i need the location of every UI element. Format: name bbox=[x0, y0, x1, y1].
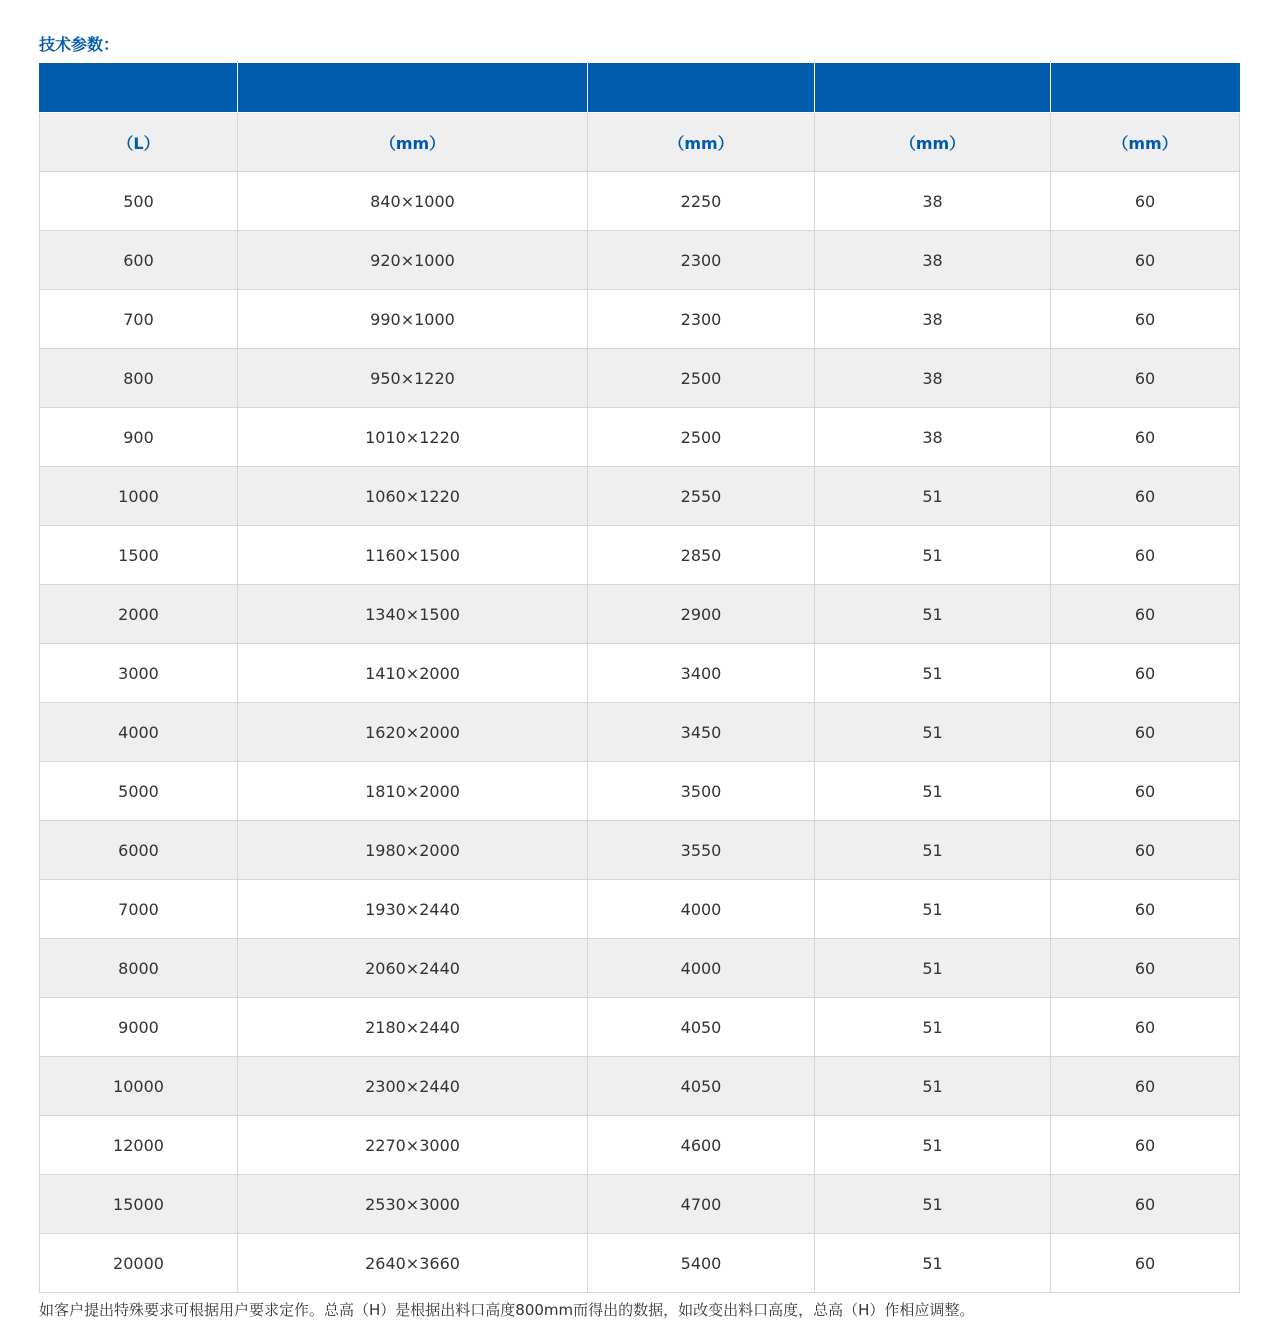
table-cell: 60 bbox=[1051, 880, 1240, 939]
footnote: 如客户提出特殊要求可根据用户要求定作。总高（H）是根据出料口高度800mm而得出的数据，如改变出料口高度，总高（H）作相应调整。 bbox=[39, 1301, 975, 1319]
table-cell: 950×1220 bbox=[238, 349, 588, 408]
table-cell: 60 bbox=[1051, 290, 1240, 349]
table-cell: 51 bbox=[815, 467, 1051, 526]
table-cell: 51 bbox=[815, 644, 1051, 703]
unit-cell: （mm） bbox=[815, 113, 1051, 172]
table-cell: 2550 bbox=[588, 467, 815, 526]
table-cell: 60 bbox=[1051, 821, 1240, 880]
table-cell: 60 bbox=[1051, 762, 1240, 821]
table-row bbox=[40, 467, 1240, 526]
table-cell: 1500 bbox=[40, 526, 238, 585]
table-cell: 2270×3000 bbox=[238, 1116, 588, 1175]
table-row bbox=[40, 1116, 1240, 1175]
table-cell: 60 bbox=[1051, 998, 1240, 1057]
header-cell bbox=[815, 64, 1051, 113]
table-cell: 51 bbox=[815, 703, 1051, 762]
table-cell: 38 bbox=[815, 290, 1051, 349]
table-row bbox=[40, 290, 1240, 349]
table-cell: 51 bbox=[815, 821, 1051, 880]
table-cell: 38 bbox=[815, 172, 1051, 231]
table-cell: 3000 bbox=[40, 644, 238, 703]
table-cell: 60 bbox=[1051, 408, 1240, 467]
table-row bbox=[40, 939, 1240, 998]
table-cell: 4000 bbox=[40, 703, 238, 762]
section-title: 技术参数： bbox=[39, 35, 120, 54]
table-cell: 8000 bbox=[40, 939, 238, 998]
table-cell: 60 bbox=[1051, 349, 1240, 408]
table-cell: 1620×2000 bbox=[238, 703, 588, 762]
header-cell bbox=[1051, 64, 1240, 113]
table-row bbox=[40, 703, 1240, 762]
spec-table bbox=[39, 63, 1240, 1293]
table-cell: 60 bbox=[1051, 1175, 1240, 1234]
table-cell: 9000 bbox=[40, 998, 238, 1057]
table-cell: 2300×2440 bbox=[238, 1057, 588, 1116]
table-cell: 3450 bbox=[588, 703, 815, 762]
table-cell: 51 bbox=[815, 998, 1051, 1057]
table-cell: 51 bbox=[815, 939, 1051, 998]
table-row bbox=[40, 821, 1240, 880]
table-cell: 7000 bbox=[40, 880, 238, 939]
table-cell: 5000 bbox=[40, 762, 238, 821]
table-cell: 1340×1500 bbox=[238, 585, 588, 644]
table-cell: 2180×2440 bbox=[238, 998, 588, 1057]
table-cell: 4000 bbox=[588, 939, 815, 998]
table-cell: 60 bbox=[1051, 172, 1240, 231]
table-cell: 920×1000 bbox=[238, 231, 588, 290]
table-cell: 500 bbox=[40, 172, 238, 231]
table-cell: 60 bbox=[1051, 467, 1240, 526]
header-cell bbox=[40, 64, 238, 113]
table-cell: 51 bbox=[815, 1057, 1051, 1116]
table-row bbox=[40, 231, 1240, 290]
table-cell: 4050 bbox=[588, 1057, 815, 1116]
table-cell: 1980×2000 bbox=[238, 821, 588, 880]
table-cell: 51 bbox=[815, 585, 1051, 644]
table-cell: 3400 bbox=[588, 644, 815, 703]
table-row bbox=[40, 172, 1240, 231]
table-cell: 4700 bbox=[588, 1175, 815, 1234]
table-cell: 5400 bbox=[588, 1234, 815, 1293]
table-row bbox=[40, 349, 1240, 408]
table-row bbox=[40, 998, 1240, 1057]
table-cell: 700 bbox=[40, 290, 238, 349]
table-cell: 60 bbox=[1051, 1234, 1240, 1293]
table-cell: 38 bbox=[815, 231, 1051, 290]
table-cell: 51 bbox=[815, 762, 1051, 821]
table-cell: 60 bbox=[1051, 585, 1240, 644]
table-cell: 800 bbox=[40, 349, 238, 408]
table-cell: 1060×1220 bbox=[238, 467, 588, 526]
table-cell: 6000 bbox=[40, 821, 238, 880]
table-cell: 10000 bbox=[40, 1057, 238, 1116]
table-row bbox=[40, 585, 1240, 644]
table-cell: 3550 bbox=[588, 821, 815, 880]
table-cell: 1410×2000 bbox=[238, 644, 588, 703]
table-cell: 2000 bbox=[40, 585, 238, 644]
table-cell: 2500 bbox=[588, 408, 815, 467]
table-cell: 15000 bbox=[40, 1175, 238, 1234]
table-cell: 840×1000 bbox=[238, 172, 588, 231]
table-row bbox=[40, 880, 1240, 939]
table-row bbox=[40, 408, 1240, 467]
table-cell: 12000 bbox=[40, 1116, 238, 1175]
unit-cell: （mm） bbox=[1051, 113, 1240, 172]
table-row bbox=[40, 1234, 1240, 1293]
table-row bbox=[40, 1175, 1240, 1234]
table-cell: 1000 bbox=[40, 467, 238, 526]
unit-cell: （mm） bbox=[588, 113, 815, 172]
table-cell: 38 bbox=[815, 349, 1051, 408]
table-cell: 600 bbox=[40, 231, 238, 290]
table-cell: 2300 bbox=[588, 231, 815, 290]
table-cell: 51 bbox=[815, 1175, 1051, 1234]
table-cell: 2640×3660 bbox=[238, 1234, 588, 1293]
table-cell: 900 bbox=[40, 408, 238, 467]
table-cell: 4050 bbox=[588, 998, 815, 1057]
table-cell: 60 bbox=[1051, 644, 1240, 703]
table-cell: 60 bbox=[1051, 1057, 1240, 1116]
table-cell: 990×1000 bbox=[238, 290, 588, 349]
table-cell: 2060×2440 bbox=[238, 939, 588, 998]
table-cell: 4600 bbox=[588, 1116, 815, 1175]
table-cell: 1010×1220 bbox=[238, 408, 588, 467]
unit-cell: （mm） bbox=[238, 113, 588, 172]
table-cell: 1160×1500 bbox=[238, 526, 588, 585]
table-row bbox=[40, 644, 1240, 703]
unit-cell-volume: （L） bbox=[40, 113, 238, 172]
table-cell: 51 bbox=[815, 1234, 1051, 1293]
table-cell: 2900 bbox=[588, 585, 815, 644]
table-cell: 51 bbox=[815, 880, 1051, 939]
table-cell: 51 bbox=[815, 1116, 1051, 1175]
table-row bbox=[40, 762, 1240, 821]
table-cell: 38 bbox=[815, 408, 1051, 467]
header-cell bbox=[238, 64, 588, 113]
table-cell: 2850 bbox=[588, 526, 815, 585]
table-cell: 3500 bbox=[588, 762, 815, 821]
table-row bbox=[40, 1057, 1240, 1116]
table-cell: 60 bbox=[1051, 1116, 1240, 1175]
table-unit-row bbox=[40, 113, 1240, 172]
header-cell bbox=[588, 64, 815, 113]
table-cell: 60 bbox=[1051, 526, 1240, 585]
table-row bbox=[40, 526, 1240, 585]
table-header-row bbox=[40, 64, 1240, 113]
table-cell: 60 bbox=[1051, 703, 1240, 762]
table-cell: 60 bbox=[1051, 939, 1240, 998]
table-cell: 1930×2440 bbox=[238, 880, 588, 939]
table-cell: 60 bbox=[1051, 231, 1240, 290]
table-cell: 20000 bbox=[40, 1234, 238, 1293]
table-cell: 4000 bbox=[588, 880, 815, 939]
table-cell: 2300 bbox=[588, 290, 815, 349]
table-cell: 51 bbox=[815, 526, 1051, 585]
table-cell: 2250 bbox=[588, 172, 815, 231]
table-cell: 2530×3000 bbox=[238, 1175, 588, 1234]
table-cell: 1810×2000 bbox=[238, 762, 588, 821]
table-cell: 2500 bbox=[588, 349, 815, 408]
